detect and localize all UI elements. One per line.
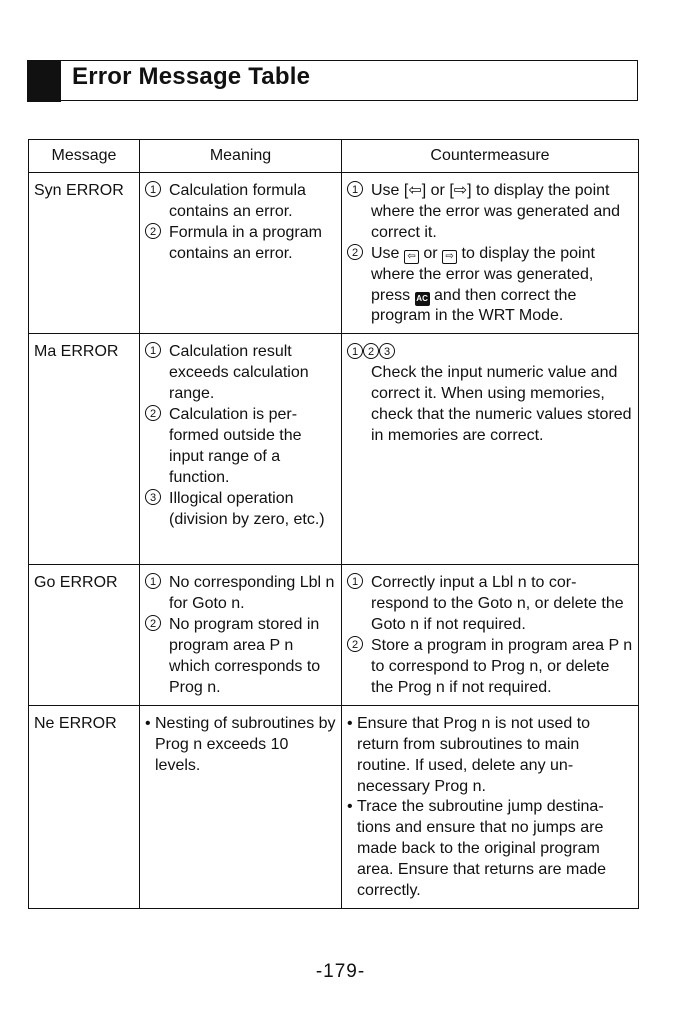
circled-one-icon: 1 <box>145 342 161 358</box>
table-row <box>29 705 639 908</box>
countermeasure-text: Check the input numeric value and correct it. When using memories, check that the numeric values stored in memories are correct. <box>371 364 632 444</box>
circled-two-icon: 2 <box>145 223 161 239</box>
ac-key-icon: AC <box>415 292 430 306</box>
header-row <box>29 140 639 173</box>
cursor-left-key-icon: ⇦ <box>404 250 419 264</box>
countermeasure-text: Use [⇦] or [⇨] to display the point where the error was generated and correct it. <box>371 182 621 241</box>
circled-two-icon: 2 <box>145 405 161 421</box>
meaning-cell <box>140 334 342 565</box>
meaning-text: Calculation result exceeds calculation range. <box>169 343 309 403</box>
bullet-icon: • <box>145 714 151 732</box>
table-row <box>29 565 639 705</box>
countermeasure-text: or <box>423 244 438 262</box>
countermeasure-cell <box>342 334 639 565</box>
table-row <box>29 334 639 565</box>
meaning-text: Calculation formula contains an error. <box>169 182 306 220</box>
cursor-right-key-icon: ⇨ <box>442 250 457 264</box>
title-box <box>27 60 638 101</box>
circled-three-icon: 3 <box>145 489 161 505</box>
meaning-cell <box>140 565 342 705</box>
page-title: Error Message Table <box>72 63 311 90</box>
header-meaning: Meaning <box>140 140 342 173</box>
countermeasure-text: and then correct the program in the WRT Mode. <box>371 286 577 325</box>
meaning-text: Calculation is per- formed outside the input range of a function. <box>169 406 302 486</box>
header-countermeasure: Countermeasure <box>342 140 639 173</box>
circled-one-icon: 1 <box>347 573 363 589</box>
countermeasure-cell <box>342 565 639 705</box>
countermeasure-text: Ensure that Prog n is not used to return from subroutines to main routine. If used, delete any un- necessary Prog n. <box>357 714 591 795</box>
circled-one-icon: 1 <box>347 181 363 197</box>
meaning-text: No program stored in program area P n which corresponds to Prog n. <box>169 616 321 696</box>
header-message: Message <box>29 140 140 173</box>
meaning-text: Illogical operation (division by zero, etc.) <box>169 489 325 528</box>
meaning-cell <box>140 705 342 908</box>
circled-one-icon: 1 <box>145 573 161 589</box>
countermeasure-cell <box>342 173 639 334</box>
page-number: -179- <box>315 961 366 982</box>
bullet-icon: • <box>347 798 353 816</box>
message-cell: Ma ERROR <box>29 334 140 565</box>
countermeasure-text: to display the point where the error was generated, press <box>371 244 595 304</box>
circled-two-icon: 2 <box>347 636 363 652</box>
title-marker-block <box>27 60 61 102</box>
meaning-text: No corresponding Lbl n for Goto n. <box>169 574 335 613</box>
bullet-icon: • <box>347 714 353 732</box>
error-message-table <box>28 139 639 909</box>
message-cell: Ne ERROR <box>29 705 140 908</box>
countermeasure-text: Correctly input a Lbl n to cor- respond to the Goto n, or delete the Goto n if not required. <box>371 574 624 634</box>
countermeasure-text: Trace the subroutine jump destina- tions and ensure that no jumps are made back to the original program area. Ensure that returns are made correctly. <box>357 798 607 900</box>
circled-two-icon: 2 <box>145 615 161 631</box>
meaning-text: Formula in a program contains an error. <box>169 223 322 262</box>
countermeasure-text: Store a program in program area P n to correspond to Prog n, or delete the Prog n if not required. <box>371 637 633 696</box>
circled-one-icon: 1 <box>145 181 161 197</box>
message-cell: Go ERROR <box>29 565 140 705</box>
meaning-cell <box>140 173 342 334</box>
countermeasure-cell <box>342 705 639 908</box>
circled-two-icon: 2 <box>347 244 363 260</box>
table-row <box>29 173 639 334</box>
message-cell: Syn ERROR <box>29 173 140 334</box>
meaning-text: Nesting of subroutines by Prog n exceeds 10 levels. <box>155 714 336 774</box>
countermeasure-text: Use <box>371 244 400 262</box>
circled-one-two-three-icons: 1 2 3 <box>347 342 634 363</box>
